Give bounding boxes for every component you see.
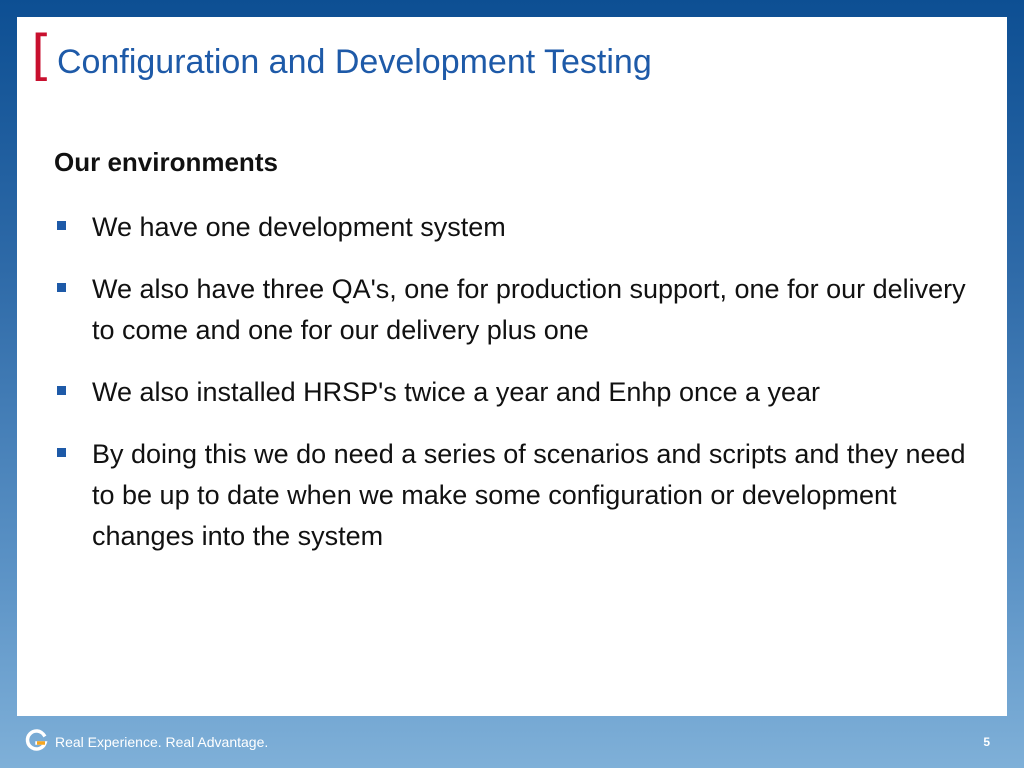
bullet-text: We have one development system [92,212,506,242]
square-bullet-icon [57,221,66,230]
bullet-list [54,207,979,578]
square-bullet-icon [57,386,66,395]
bullet-item [54,434,979,557]
bullet-text: By doing this we do need a series of scenarios and scripts and they need to be up to date when we make some configuration or development changes into the system [92,439,966,551]
title-bracket-icon: [ [31,24,53,87]
g-logo-icon [24,728,48,754]
bullet-item [54,207,979,248]
page-number: 5 [983,735,990,749]
bullet-item [54,372,979,413]
bullet-item [54,269,979,351]
square-bullet-icon [57,448,66,457]
bullet-text: We also installed HRSP's twice a year and Enhp once a year [92,377,821,407]
slide-title: Configuration and Development Testing [57,43,652,81]
footer-tagline: Real Experience. Real Advantage. [55,734,269,750]
section-subheading: Our environments [54,147,278,177]
square-bullet-icon [57,283,66,292]
bullet-text: We also have three QA's, one for production support, one for our delivery to come and one for our delivery plus one [92,274,966,345]
slide-content-panel [17,17,1007,716]
